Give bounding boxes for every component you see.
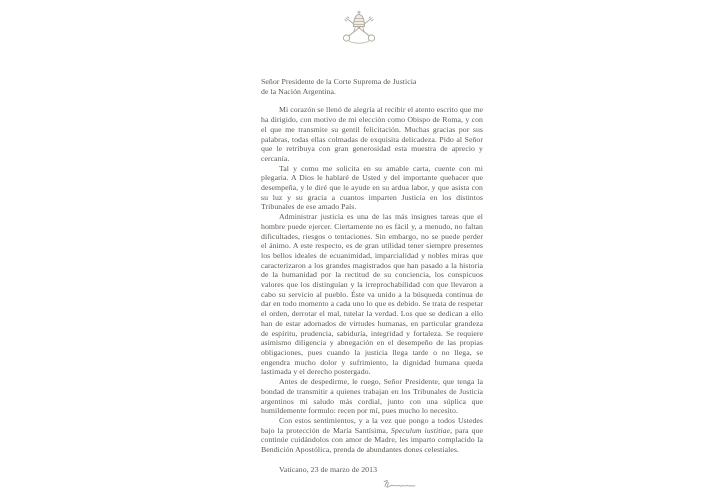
closing-paragraph [261,416,483,455]
salutation-line-2: de la Nación Argentina. [261,86,337,96]
closing-latin-phrase: Speculum iustitiae [390,425,451,435]
closing-text-after: , para que continúe cuidándolos con amor de Madre, les imparto complacido la Bendición Apostólica, prenda de abundantes dones celestiales. [261,425,483,455]
paragraph-1: Mi corazón se llenó de alegría al recibir el atento escrito que me ha dirigido, con motivo de mi elección como Obispo de Roma, y con el que me transmite su gentil felicitación. Muchas gracias por sus palabras, todas ellas colmadas de exquisita delicadeza. Pido al Señor que le retribuya con gran generosidad esta muestra de aprecio y cercanía. [261,105,483,163]
salutation [261,77,483,96]
paragraph-3: Administrar justicia es una de las más insignes tareas que el hombre puede ejercer. Ciertamente no es fácil y, a menudo, no faltan dificultades, riesgos o tentaciones. Sin embargo, no se puede perder el ánimo. A este respecto, es de gran utilidad tener siempre presentes los bellos ideales de ecuanimidad, imparcialidad y nobles miras que caracterizaron a los grandes magistrados que han pasado a la historia de la humanidad por la rectitud de su conciencia, los conspicuos valores que los distinguían y la irreprochabilidad con que llevaron a cabo su servicio al pueblo. Éste va unido a la búsqueda continua de dar en todo momento a cada uno lo que es debido. Se trata de respetar el orden, derrotar el mal, tutelar la verdad. Los que se dedican a ello han de estar adornados de virtudes humanas, en particular grandeza de espíritu, prudencia, sabiduría, integridad y fortaleza. Se requiere asimismo diligencia y abnegación en el desempeño de las propias obligaciones, pues cuando la justicia llega tarde o no llega, se engendra mucho dolor y sufrimiento, la dignidad humana queda lastimada y el derecho postergado. [261,212,483,377]
paragraph-2: Tal y como me solicita en su amable carta, cuente con mi plegaria. A Dios le hablaré de Usted y del importante quehacer que desempeña, y le diré que le ayude en su ardua labor, y que asista con su luz y su gracia a cuantos imparten Justicia en los distintos Tribunales de ese amado País. [261,163,483,212]
signature-handwritten-icon [381,477,433,491]
closing-text-before: Con estos sentimientos, y a la vez que pongo a todos Ustedes bajo la protección de María Santísima, [261,415,483,435]
paragraph-4: Antes de despedirme, le ruego, Señor Presidente, que tenga la bondad de transmitir a quienes trabajan en los Tribunales de Justicia argentinos mi saludo más cordial, junto con una súplica que humildemente formulo: recen por mí, pues mucho lo necesito. [261,377,483,416]
letter-body [261,77,483,491]
salutation-line-1: Señor Presidente de la Corte Suprema de Justicia [261,77,417,86]
dateline: Vaticano, 23 de marzo de 2013 [279,464,378,474]
vatican-coat-of-arms-icon [338,10,380,46]
